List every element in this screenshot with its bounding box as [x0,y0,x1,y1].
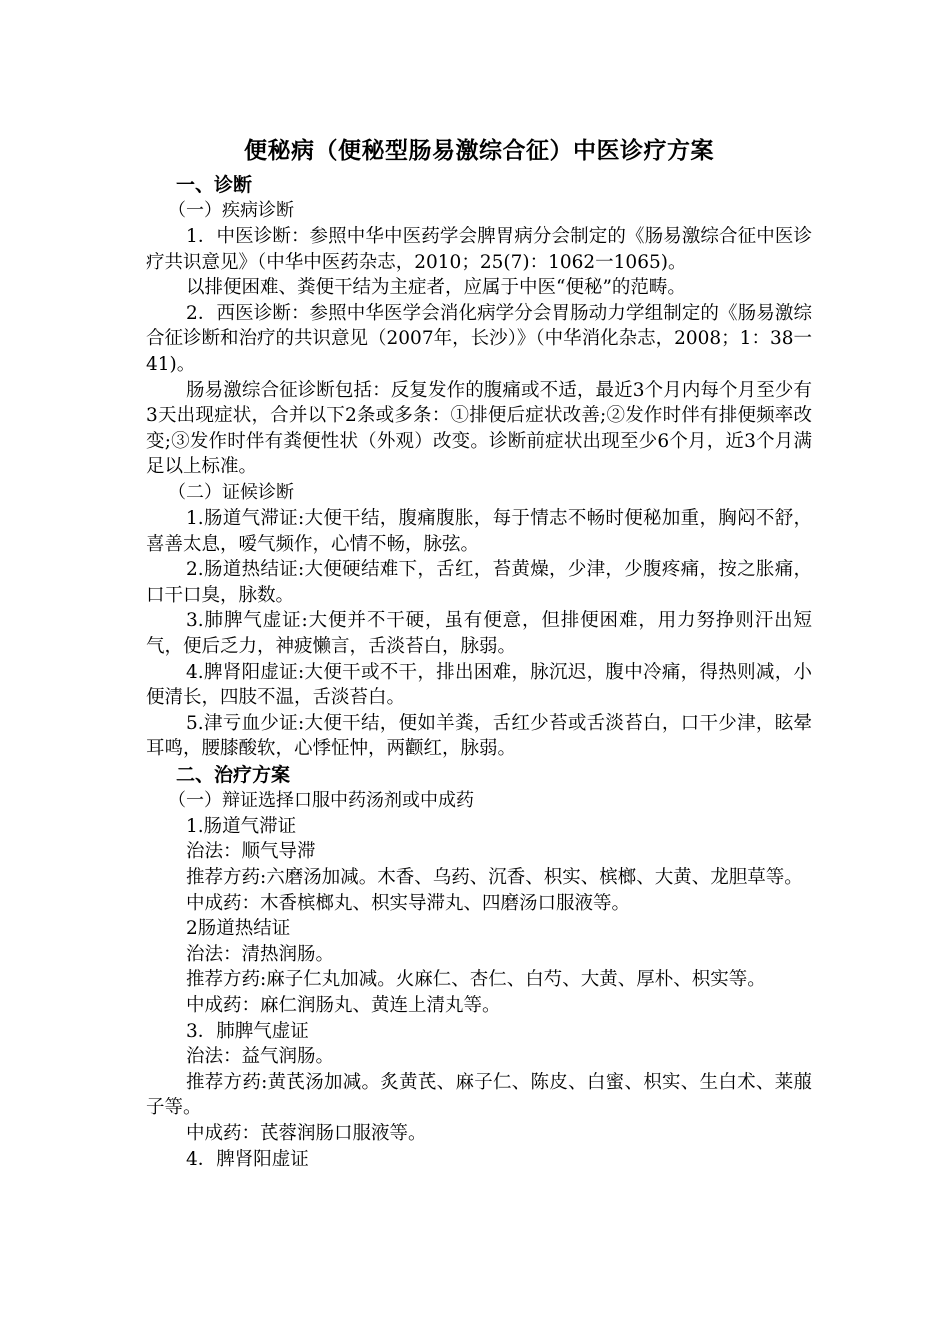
treatment-2-method: 治法：清热润肠。 [186,943,335,965]
treatment-4-name: 4．脾肾阳虚证 [186,1148,309,1170]
paragraph-syndrome-3: 3.肺脾气虚证:大便并不干硬，虽有便意，但排便困难，用力努挣则汗出短气，便后乏力，神疲懒言，舌淡苔白，脉弱。 [146,610,812,657]
subsection-disease-diagnosis: （一）疾病诊断 [168,200,294,221]
subsection-syndrome-diagnosis: （二）证候诊断 [168,481,294,503]
paragraph-syndrome-4: 4.脾肾阳虚证:大便干或不干，排出困难，脉沉迟，腹中冷痛，得热则减，小便清长，四肢不温，舌淡苔白。 [146,661,812,709]
paragraph-syndrome-5: 5.津亏血少证:大便干结，便如羊粪，舌红少苔或舌淡苔白，口干少津，眩晕耳鸣，腰膝酸软，心悸怔忡，两颧红，脉弱。 [146,712,812,760]
treatment-3-patent-medicine: 中成药：芪蓉润肠口服液等。 [186,1123,427,1144]
treatment-2-prescription: 推荐方药:麻子仁丸加减。火麻仁、杏仁、白芍、大黄、厚朴、枳实等。 [186,969,766,991]
paragraph-constipation-scope: 以排便困难、粪便干结为主症者，应属于中医“便秘”的范畴。 [186,277,686,299]
document-page [146,136,812,1172]
treatment-1-method: 治法：顺气导滞 [186,841,316,863]
paragraph-tcm-diagnosis: 1．中医诊断：参照中华中医药学会脾胃病分会制定的《肠易激综合征中医诊疗共识意见》（中华中医药杂志，2010；25(7)：1062一1065)。 [146,226,812,273]
section-heading-diagnosis: 一、诊断 [176,174,253,196]
treatment-3-name: 3．肺脾气虚证 [186,1020,309,1042]
paragraph-western-diagnosis: 2．西医诊断：参照中华医学会消化病学分会胃肠动力学组制定的《肠易激综合征诊断和治疗的共识意见（2007年，长沙）》（中华消化杂志，2008；1：38一41)。 [146,302,812,375]
paragraph-syndrome-1: 1.肠道气滞证:大便干结，腹痛腹胀，每于情志不畅时便秘加重，胸闷不舒，喜善太息，嗳气频作，心情不畅，脉弦。 [146,507,812,555]
treatment-1-name: 1.肠道气滞证 [186,815,297,837]
treatment-3-method: 治法：益气润肠。 [186,1046,335,1068]
treatment-1-patent-medicine: 中成药：木香槟榔丸、枳实导滞丸、四磨汤口服液等。 [186,892,631,914]
treatment-2-patent-medicine: 中成药：麻仁润肠丸、黄连上清丸等。 [186,995,501,1017]
treatment-2-name: 2肠道热结证 [186,918,291,940]
subsection-oral-medicine: （一）辩证选择口服中药汤剂或中成药 [168,789,474,811]
treatment-1-prescription: 推荐方药:六磨汤加减。木香、乌药、沉香、枳实、槟榔、大黄、龙胆草等。 [186,867,803,889]
document-title: 便秘病（便秘型肠易激综合征）中医诊疗方案 [244,137,714,164]
treatment-3-prescription: 推荐方药:黄芪汤加减。炙黄芪、麻子仁、陈皮、白蜜、枳实、生白术、莱菔子等。 [146,1071,812,1119]
section-heading-treatment: 二、治疗方案 [176,763,291,786]
paragraph-syndrome-2: 2.肠道热结证:大便硬结难下，舌红，苔黄燥，少津，少腹疼痛，按之胀痛，口干口臭，脉数。 [146,559,812,606]
paragraph-ibs-criteria: 肠易激综合征诊断包括：反复发作的腹痛或不适，最近3个月内每个月至少有3天出现症状，合并以下2条或多条：①排便后症状改善;②发作时伴有排便频率改变;③发作时伴有粪便性状（外观）改变。诊断前症状出现至少6个月，近3个月满足以上标准。 [146,379,812,478]
